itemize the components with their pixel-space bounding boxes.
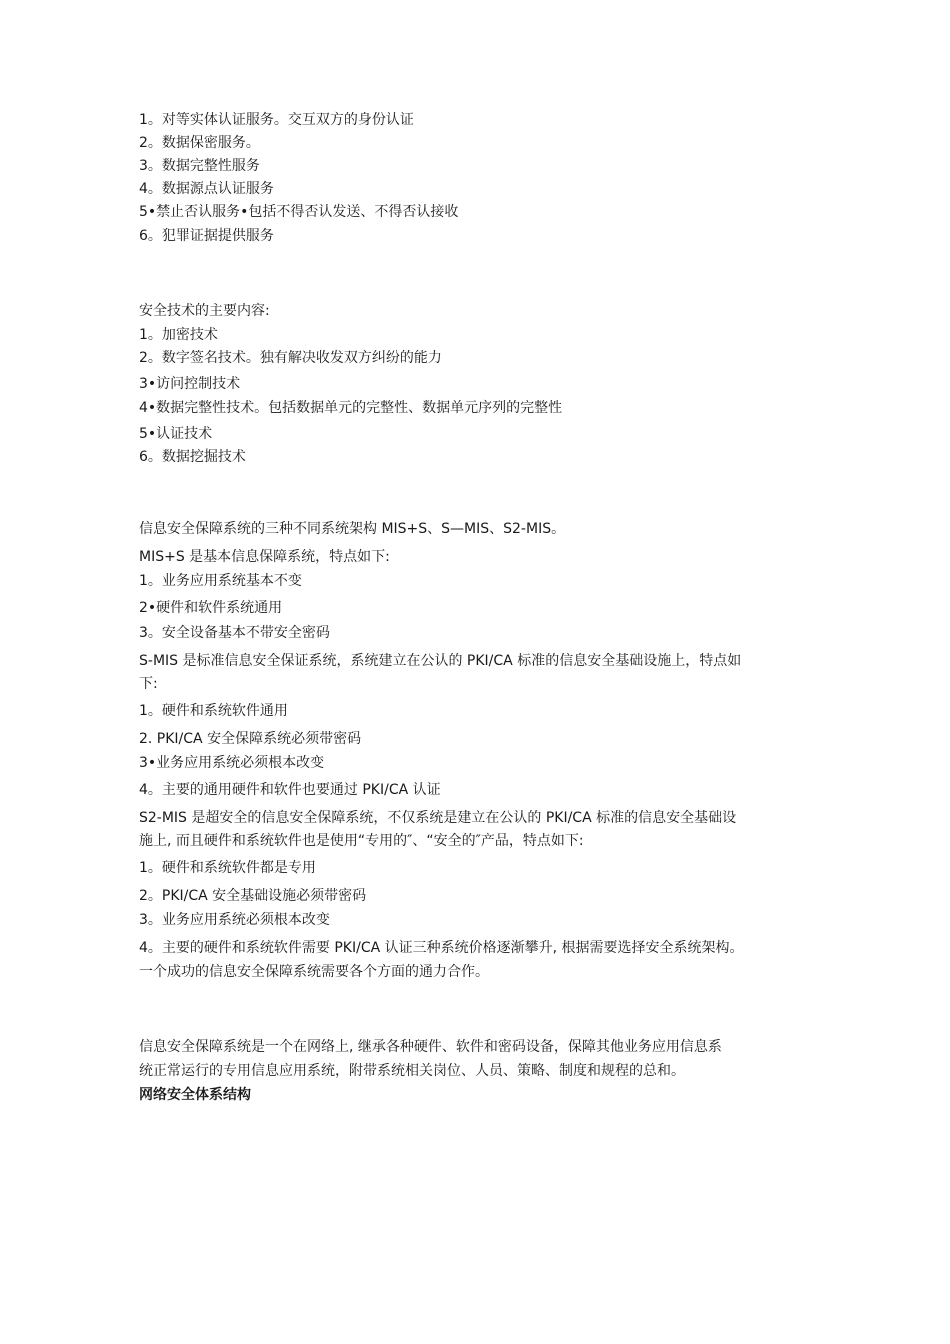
s2-mis-description-cont: 施上, 而且硬件和系统软件也是使用“专用的″、“安全的″产品，特点如下:: [139, 833, 584, 849]
list-item: 4•数据完整性技术。包括数据单元的完整性、数据单元序列的完整性: [139, 400, 563, 416]
list-item: 4。数据源点认证服务: [139, 181, 274, 197]
definition-paragraph: 信息安全保障系统是一个在网络上, 继承各种硬件、软件和密码设备，保障其他业务应用信息系: [139, 1039, 722, 1055]
list-item: 1。硬件和系统软件都是专用: [139, 860, 316, 876]
list-item: 3。业务应用系统必须根本改变: [139, 912, 330, 928]
list-item: 6。数据挖掘技术: [139, 449, 246, 465]
list-item: 2。数据保密服务。: [139, 135, 260, 151]
list-item: 5•认证技术: [139, 426, 213, 442]
list-item: 2。数字签名技术。独有解决收发双方纠纷的能力: [139, 350, 442, 366]
mis-s-description: MIS+S 是基本信息保障系统，特点如下:: [139, 549, 390, 565]
list-item: 1。对等实体认证服务。交互双方的身份认证: [139, 112, 414, 128]
list-item: 3•业务应用系统必须根本改变: [139, 755, 325, 771]
list-item: 2•硬件和软件系统通用: [139, 600, 283, 616]
definition-paragraph-cont: 统正常运行的专用信息应用系统，附带系统相关岗位、人员、策略、制度和规程的总和。: [139, 1063, 685, 1079]
list-item: 1。业务应用系统基本不变: [139, 573, 302, 589]
list-item: 5•禁止否认服务•包括不得否认发送、不得否认接收: [139, 204, 459, 220]
list-item: 4。主要的硬件和系统软件需要 PKI/CA 认证三种系统价格逐渐攀升, 根据需要选择安全系统架构。: [139, 940, 744, 956]
list-item: 3。数据完整性服务: [139, 158, 260, 174]
list-item: 3。安全设备基本不带安全密码: [139, 625, 330, 641]
list-item: 6。犯罪证据提供服务: [139, 228, 274, 244]
list-item: 1。硬件和系统软件通用: [139, 703, 288, 719]
list-item: 1。加密技术: [139, 327, 218, 343]
list-item: 2. PKI/CA 安全保障系统必须带密码: [139, 731, 362, 747]
section-intro: 信息安全保障系统的三种不同系统架构 MIS+S、S—MIS、S2-MIS。: [139, 521, 566, 537]
section-title: 安全技术的主要内容:: [139, 303, 270, 319]
s-mis-description-cont: 下:: [139, 676, 158, 692]
s-mis-description: S-MIS 是标准信息安全保证系统，系统建立在公认的 PKI/CA 标准的信息安全基础设施上，特点如: [139, 653, 742, 669]
list-item: 2。PKI/CA 安全基础设施必须带密码: [139, 888, 367, 904]
list-item: 4。主要的通用硬件和软件也要通过 PKI/CA 认证: [139, 782, 441, 798]
section-heading: 网络安全体系结构: [139, 1087, 251, 1103]
closing-sentence: 一个成功的信息安全保障系统需要各个方面的通力合作。: [139, 964, 489, 980]
s2-mis-description: S2-MIS 是超安全的信息安全保障系统，不仅系统是建立在公认的 PKI/CA 标准的信息安全基础设: [139, 810, 737, 826]
list-item: 3•访问控制技术: [139, 376, 241, 392]
